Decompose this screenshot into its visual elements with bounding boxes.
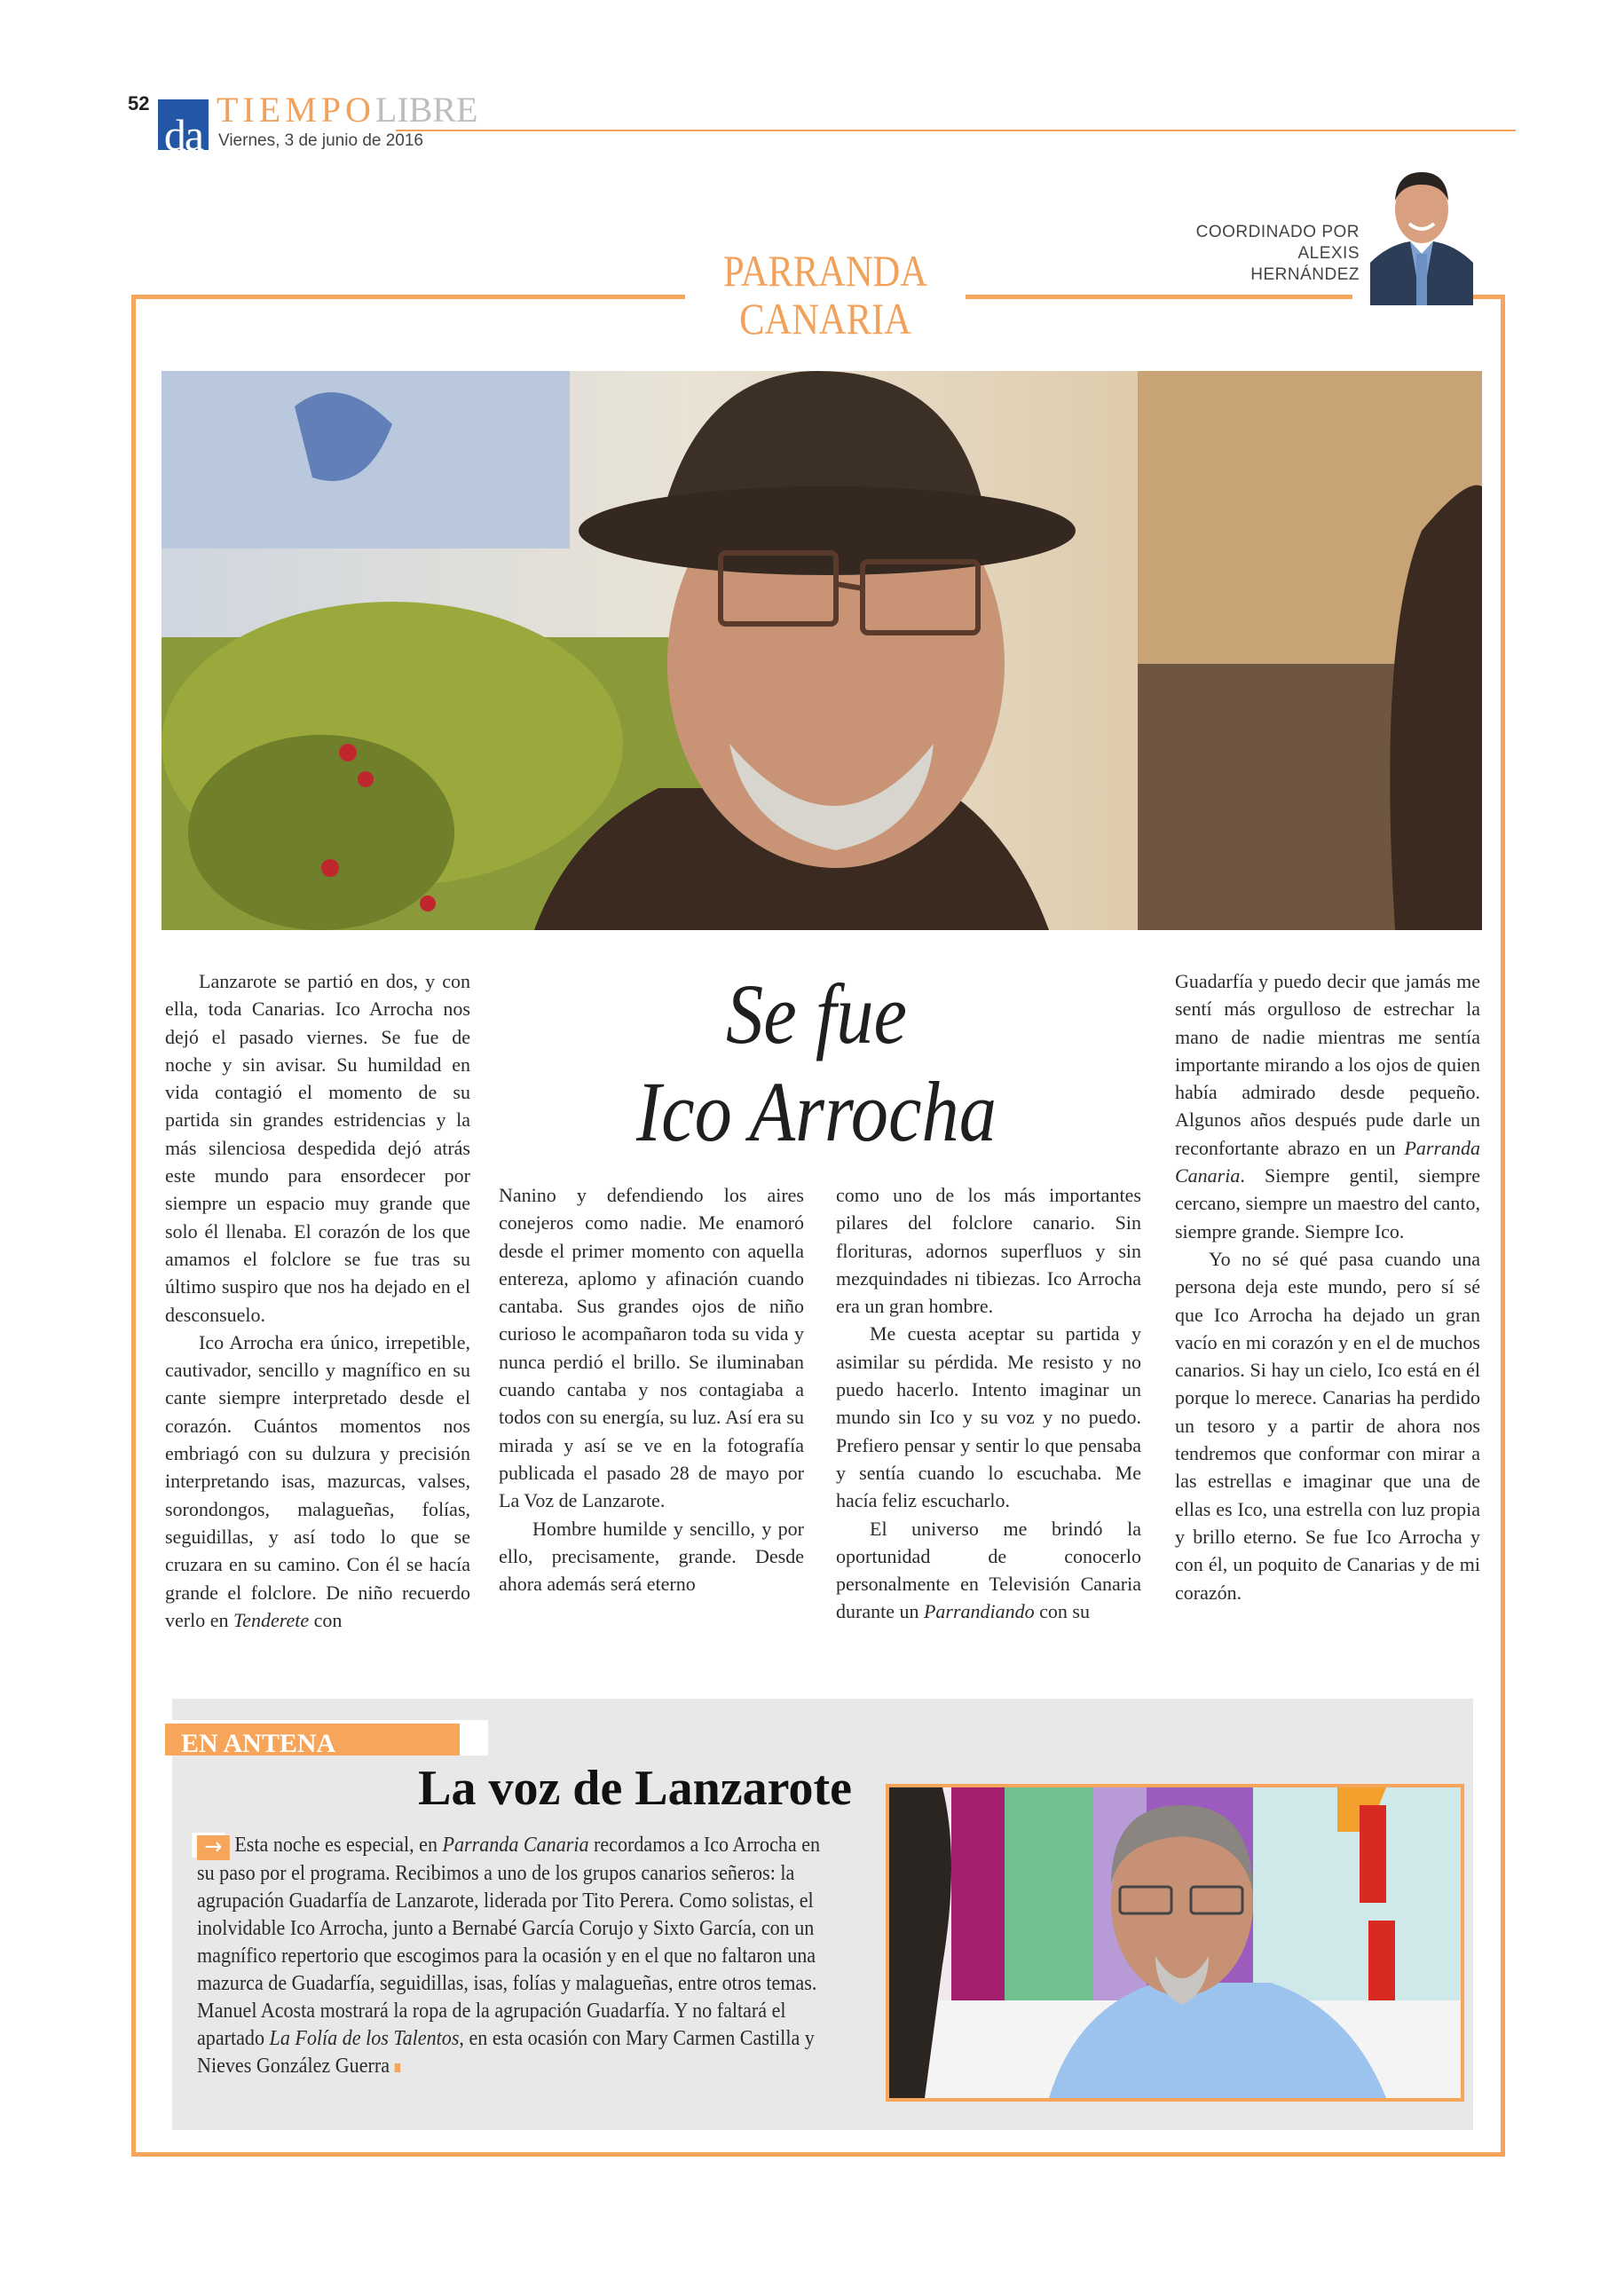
masthead-tiempo: TIEMPO	[217, 90, 375, 130]
article-column-2	[499, 1181, 804, 1598]
italic-title: Parranda Canaria	[1175, 1136, 1480, 1187]
paragraph-text: El universo me brindó la oportunidad de conocerlo personalmente en Televisión Canaria durante un	[836, 1517, 1141, 1623]
page-number: 52	[128, 92, 150, 114]
coordinator-last-name: HERNÁNDEZ	[1250, 265, 1360, 284]
header-rule	[396, 130, 1516, 131]
article-headline	[535, 966, 1098, 1161]
antena-body	[197, 1832, 834, 2080]
end-mark-icon	[395, 2063, 400, 2072]
paragraph	[165, 1329, 470, 1634]
paragraph: como uno de los más importantes pilares del folclore canario. Sin florituras, adornos superfluos y sin mezquindades ni tibiezas. Ico Arrocha era un gran hombre.	[836, 1184, 1141, 1318]
paragraph: Hombre humilde y sencillo, y por ello, precisamente, grande. Desde ahora además será eterno	[499, 1517, 804, 1596]
article-column-3	[836, 1181, 1141, 1626]
paragraph: Yo no sé qué pasa cuando una persona deja este mundo, pero sí sé que Ico Arrocha ha dejado un gran vacío en mi corazón y en el de muchos canarios. Si hay un cielo, Ico está en él porque lo merece. Canarias ha perdido un tesoro y a partir de ahora nos tendremos que conformar con mirar a las estrellas e imaginar que una de ellas es Ico, una estrella con luz propia y brillo eterno. Se fue Ico Arrocha y con él, un poquito de Canarias y de mi corazón.	[1175, 1247, 1480, 1604]
headline-line2: Ico Arrocha	[636, 1064, 997, 1159]
paragraph	[836, 1515, 1141, 1626]
article-column-1	[165, 967, 470, 1634]
paragraph-text: Ico Arrocha era único, irrepetible, cautivador, sencillo y magnífico en su cante siempre interpretado desde el corazón. Cuántos momentos nos embriagó con su dulzura y precisión interpretando isas, mazurcas, valses, sorondongos, malagueñas, folías, seguidillas, y así todo lo que se cruzara en su camino. Con él se hacía grande el folclore. De niño recuerdo verlo en	[165, 1330, 470, 1631]
frame-top-rule-right	[966, 295, 1352, 299]
paragraph: Lanzarote se partió en dos, y con ella, toda Canarias. Ico Arrocha nos dejó el pasado viernes. Se fue de noche y sin avisar. Su humildad en vida contagió el momento de su partida sin grandes estridencias y la más silenciosa despedida dejó atrás este mundo para ensordecer por siempre un espacio muy grande que solo él llenaba. El corazón de los que amamos el folclore se fue tras su último suspiro que nos ha dejado en el desconsuelo.	[165, 970, 470, 1326]
section-title-line2: CANARIA	[739, 294, 911, 343]
coordinated-by-label: COORDINADO POR	[1195, 223, 1360, 241]
antena-photo	[886, 1784, 1464, 2102]
section-title-line1: PARRANDA	[723, 246, 927, 296]
section-masthead	[217, 92, 477, 128]
section-title	[706, 247, 945, 343]
body-text: , en esta ocasión con Mary Carmen Castilla y Nieves González Guerra	[197, 2027, 815, 2078]
masthead-libre: LIBRE	[374, 90, 478, 130]
article-column-4	[1175, 967, 1480, 1606]
arrow-right-icon: →	[197, 1835, 230, 1860]
frame-top-rule-left	[131, 295, 685, 299]
paragraph: Me cuesta aceptar su partida y asimilar su pérdida. Me resisto y no puedo hacerlo. Intento imaginar un mundo sin Ico y su voz y no puedo. Prefiero pensar y sentir lo que pensaba y sentía cuando lo escuchaba. Me hacía feliz escucharlo.	[836, 1322, 1141, 1512]
paragraph-text: Guadarfía y puedo decir que jamás me sentí más orgulloso de estrechar la mano de nadie mientras me sentía importante mirando a los ojos de quien había admirado desde pequeño. Algunos años después pude darle un reconfortante abrazo en un	[1175, 970, 1480, 1159]
issue-date: Viernes, 3 de junio de 2016	[218, 131, 423, 150]
paragraph-text: con	[309, 1608, 343, 1631]
body-text: Esta noche es especial, en	[234, 1834, 443, 1857]
paragraph	[1175, 967, 1480, 1245]
italic-title: Parranda Canaria	[442, 1834, 589, 1857]
paragraph: Nanino y defendiendo los aires conejeros como nadie. Me enamoró desde el primer momento con aquella entereza, aplomo y afinación cuando cantaba. Sus grandes ojos de niño curioso le acompañaron toda su vida y nunca perdió el brillo. Se iluminaban cuando cantaba y nos contagiaba a todos con su energía, su luz. Así era su mirada y así se ve en la fotografía publicada el pasado 28 de mayo por La Voz de Lanzarote.	[499, 1184, 804, 1512]
newspaper-logo: da	[158, 99, 209, 150]
coordinator-credit	[1154, 222, 1360, 286]
paragraph-text: con su	[1034, 1600, 1090, 1623]
coordinator-first-name: ALEXIS	[1297, 244, 1360, 263]
italic-title: Tenderete	[233, 1608, 310, 1631]
paragraph-text: . Siempre gentil, siempre cercano, siempre un maestro del canto, siempre grande. Siempre Ico.	[1175, 1164, 1480, 1242]
italic-title: La Folía de los Talentos	[269, 2027, 460, 2050]
en-antena-tag: EN ANTENA	[165, 1724, 460, 1755]
main-photo	[162, 371, 1482, 930]
italic-title: Parrandiando	[923, 1600, 1035, 1623]
frame-top-rule-corner	[1468, 295, 1505, 299]
headline-line1: Se fue	[725, 966, 908, 1061]
coordinator-photo	[1370, 165, 1473, 305]
antena-title: La voz de Lanzarote	[418, 1761, 852, 1816]
body-text: recordamos a Ico Arrocha en su paso por el programa. Recibimos a uno de los grupos canarios señeros: la agrupación Guadarfía de Lanzarote, liderada por Tito Perera. Como solistas, el inolvidable Ico Arrocha, junto a Bernabé García Corujo y Sixto García, con un magnífico repertorio que escogimos para la ocasión y en el que no faltaron una mazurca de Guadarfía, seguidillas, isas, folías y malagueñas, entre otros temas. Manuel Acosta mostrará la ropa de la agrupación Guadarfía. Y no faltará el apartado	[197, 1834, 821, 2050]
